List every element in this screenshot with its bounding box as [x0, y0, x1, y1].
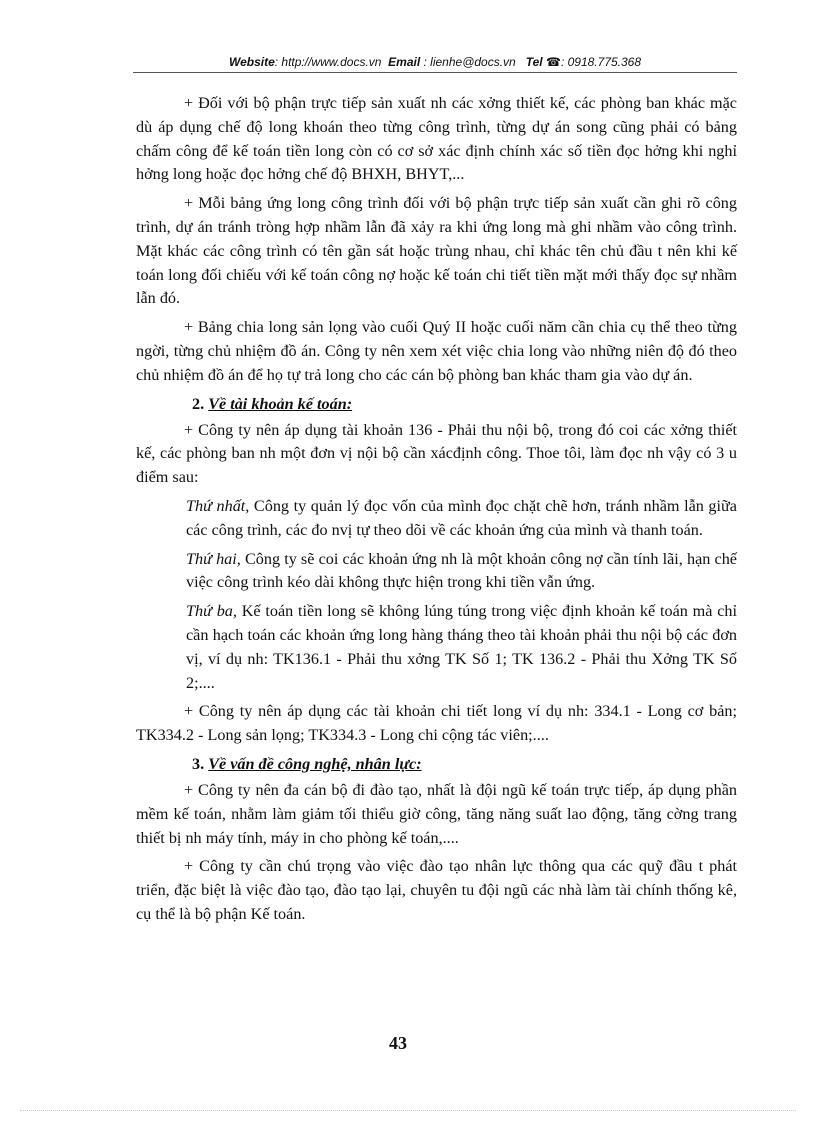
- subpoint-2: [186, 548, 737, 596]
- website-label: Website: [228, 55, 275, 69]
- section-3-number: 3.: [192, 754, 205, 773]
- paragraph-6: + Công ty nên đa cán bộ đi đào tạo, nhất là đội ngũ kế toán trực tiếp, áp dụng phần mềm kế toán, nhằm làm giảm tối thiểu giờ công, tăng năng suất lao động, tăng cờng trang thiết bị nh máy tính, máy in cho phòng kế toán,....: [136, 780, 737, 847]
- subpoint-1-label: Thứ nhất,: [186, 496, 250, 515]
- tel-label: Tel: [525, 55, 543, 69]
- footer-divider: [20, 1110, 796, 1111]
- section-3-title: Về vấn đề công nghệ, nhân lực:: [208, 754, 422, 773]
- document-body: [136, 92, 737, 932]
- paragraph-2: + Mỗi bảng ứng long công trình đối với bộ phận trực tiếp sản xuất cần ghi rõ công trình, dự án tránh tròng hợp nhầm lẫn đã xảy ra khi ứng long mà ghi nhầm vào công trình. Mặt khác các công trình có tên gần sát hoặc trùng nhau, chỉ khác tên chủ đầu t nên khi kế toán long đối chiếu với kế toán công nợ hoặc kế toán chi tiết tiền mặt mới thấy đọc sự nhầm lẫn đó.: [136, 194, 737, 308]
- page-number: 43: [389, 1033, 407, 1053]
- section-heading-2: [192, 393, 737, 415]
- subpoint-3-text: Kế toán tiền long sẽ không lúng túng trong việc định khoản kế toán mà chỉ cần hạch toán các khoản ứng long hàng tháng theo tài khoản phải thu nội bộ các đơn vị, ví dụ nh: TK136.1 - Phải thu xởng TK Số 1; TK 136.2 - Phải thu Xởng TK Số 2;....: [186, 602, 737, 692]
- subpoint-2-text: Công ty sẽ coi các khoản ứng nh là một khoản công nợ cần tính lãi, hạn chế việc công trình kéo dài không thực hiện trong khi tiền vẫn ứng.: [186, 549, 737, 592]
- section-2-title: Về tài khoản kế toán:: [208, 394, 353, 413]
- tel-value: ☎: 0918.775.368: [546, 55, 642, 69]
- page-header: [133, 55, 737, 73]
- subpoint-2-label: Thứ hai,: [186, 549, 241, 568]
- section-heading-3: [192, 753, 737, 775]
- subpoint-3-label: Thứ ba,: [186, 602, 237, 621]
- paragraph-5: + Công ty nên áp dụng các tài khoản chi tiết long ví dụ nh: 334.1 - Long cơ bản; TK334.2 - Long sản lọng; TK334.3 - Long chi cộng tác viên;....: [136, 702, 737, 745]
- subpoint-1: [186, 495, 737, 543]
- paragraph-3: + Bảng chia long sản lọng vào cuối Quý II hoặc cuối năm cần chia cụ thể theo từng ngời, từng chủ nhiệm đồ án. Công ty nên xem xét việc chia long vào những niên độ đó theo chủ nhiệm đồ án để họ tự trả long cho các cán bộ phòng ban khác tham gia vào dự án.: [136, 318, 737, 384]
- email-label: Email: [388, 55, 421, 69]
- paragraph-1: + Đối với bộ phận trực tiếp sản xuất nh các xởng thiết kế, các phòng ban khác mặc dù áp dụng chế độ long khoán theo từng công trình, từng dự án song cũng phải có bảng chấm công để kế toán tiền long còn có cơ sở xác định chính xác số tiền đọc hởng khi nghỉ hởng long hoặc đọc hởng chế độ BHXH, BHYT,...: [136, 94, 737, 184]
- subpoint-3: [186, 600, 737, 695]
- paragraph-7: + Công ty cần chú trọng vào việc đào tạo nhân lực thông qua các quỹ đầu t phát triển, đặc biệt là việc đào tạo, đào tạo lại, chuyên tu đội ngũ các nhà làm tài chính thống kê, cụ thể là bộ phận Kế toán.: [136, 857, 737, 923]
- email-value: : lienhe@docs.vn: [423, 55, 516, 69]
- paragraph-4: + Công ty nên áp dụng tài khoản 136 - Phải thu nội bộ, trong đó coi các xởng thiết kế, các phòng ban nh một đơn vị nội bộ cần xácđịnh công. Thoe tôi, làm đọc nh vậy có 3 u điểm sau:: [136, 420, 737, 487]
- subpoint-1-text: Công ty quản lý đọc vốn của mình đọc chặt chẽ hơn, tránh nhầm lẫn giữa các công trình, các đo nvị tự theo dõi về các khoản ứng của mình và thanh toán.: [186, 496, 737, 539]
- section-2-number: 2.: [192, 394, 205, 413]
- website-value: : http://www.docs.vn: [274, 55, 382, 69]
